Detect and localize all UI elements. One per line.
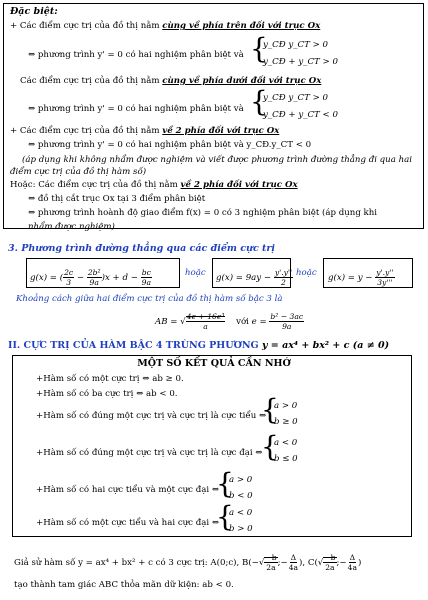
left-brace: { — [250, 85, 268, 118]
note-line-1: (áp dụng khi không nhẩm được nghiệm và viết được phương trình đường thẳng đi qua hai — [22, 155, 412, 165]
alternative-1: ⇔ đồ thị cắt trục Ox tại 3 điểm phân biệt — [28, 194, 206, 204]
alternative-3: nhẩm được nghiệm) — [28, 222, 115, 232]
case-opposite-line: + Các điểm cực trị của đồ thị nằm về 2 phía đối với trục Ox — [10, 126, 280, 136]
assumption: Giả sử hàm số y = ax⁴ + bx² + c có 3 cực trị: A(0;c), B(−√ $\frac{-b}{2a}$ ;− $\frac{\Delta}{4a}$ ), C(√ $\frac{-b}{2a}$ ;− $\frac{\Delta}{4a}$ ) — [14, 553, 362, 572]
rule-6-cond-a: a < 0 — [229, 508, 253, 518]
rule-6-cond-b: b > 0 — [229, 524, 253, 534]
rule-4: +Hàm số có đúng một cực trị và cực trị là cực đại ⇔ — [36, 448, 263, 458]
formula-3: g(x) = y − $\frac{y'.y''}{3y'''}$ — [328, 268, 394, 287]
case-above-eq: ⇔ phương trình y' = 0 có hai nghiệm phân biệt và — [28, 50, 244, 60]
case-above-line: + Các điểm cực trị của đồ thị nằm cùng về phía trên đối với trục Ox — [10, 21, 321, 31]
rule-4-cond-b: b ≤ 0 — [274, 454, 298, 464]
special-heading: Đặc biệt: — [10, 6, 58, 17]
cond-above-1: y_CĐ y_CT > 0 — [263, 40, 328, 50]
case-below-line: Các điểm cực trị của đồ thị nằm cùng về phía dưới đối với trục Ox — [20, 76, 322, 86]
alternative-2: ⇔ phương trình hoành độ giao điểm f(x) = 0 có 3 nghiệm phân biệt (áp dụng khi — [28, 208, 378, 218]
rule-5-cond-b: b < 0 — [229, 491, 253, 501]
triangle-condition: tạo thành tam giác ABC thỏa mãn dữ kiện: ab < 0. — [14, 580, 234, 590]
distance-formula: AB = √ $\frac{\text{4e + 16e³}}{a}$ với e = $\frac{\text{b² − 3ac}}{9a}$ — [155, 312, 304, 331]
or-word-1: hoặc — [185, 268, 206, 278]
case-below-eq: ⇔ phương trình y' = 0 có hai nghiệm phân biệt và — [28, 104, 244, 114]
rule-1: +Hàm số có một cực trị ⇔ ab ≥ 0. — [36, 374, 184, 384]
cond-above-2: y_CĐ + y_CT > 0 — [263, 57, 338, 67]
rule-4-cond-a: a < 0 — [274, 438, 298, 448]
rule-3-cond-b: b ≥ 0 — [274, 417, 298, 427]
cond-below-1: y_CĐ y_CT > 0 — [263, 93, 328, 103]
rule-5: +Hàm số có hai cực tiểu và một cực đại ⇔ — [36, 485, 220, 495]
left-brace: { — [216, 467, 234, 500]
alternative-line: Hoặc: Các điểm cực trị của đồ thị nằm về 2 phía đối với trục Ox — [10, 180, 298, 190]
rule-6: +Hàm số có một cực tiểu và hai cực đại ⇔ — [36, 518, 220, 528]
formula-2: g(x) = 9ay − $\frac{y'.y''}{2}$ — [216, 268, 293, 287]
section3-title: 3. Phương trình đường thẳng qua các điểm cực trị — [8, 243, 276, 254]
left-brace: { — [250, 32, 268, 65]
or-word-2: hoặc — [296, 268, 317, 278]
distance-text: Khoảng cách giữa hai điểm cực trị của đồ thị hàm số bậc 3 là — [16, 294, 283, 304]
results-title: MỘT SỐ KẾT QUẢ CẦN NHỚ — [137, 358, 291, 369]
section2-title: II. CỰC TRỊ CỦA HÀM BẬC 4 TRÙNG PHƯƠNG y = ax⁴ + bx² + c (a ≠ 0) — [8, 340, 390, 351]
rule-5-cond-a: a > 0 — [229, 475, 253, 485]
left-brace: { — [261, 393, 279, 426]
rule-3: +Hàm số có đúng một cực trị và cực trị là cực tiểu ⇔ — [36, 411, 267, 421]
formula-1: g(x) = ( $\frac{2c}{3}$ − $\frac{\text{2b²}}{9a}$ )x + d − $\frac{bc}{9a}$ — [30, 268, 151, 287]
left-brace: { — [216, 500, 234, 533]
rule-3-cond-a: a > 0 — [274, 401, 298, 411]
note-line-2: điểm cực trị của đồ thị hàm số) — [10, 167, 147, 177]
cond-below-2: y_CĐ + y_CT < 0 — [263, 110, 338, 120]
rule-2: +Hàm số có ba cực trị ⇔ ab < 0. — [36, 389, 178, 399]
case-opposite-eq: ⇔ phương trình y' = 0 có hai nghiệm phân biệt và y_CĐ.y_CT < 0 — [28, 140, 312, 150]
left-brace: { — [261, 430, 279, 463]
